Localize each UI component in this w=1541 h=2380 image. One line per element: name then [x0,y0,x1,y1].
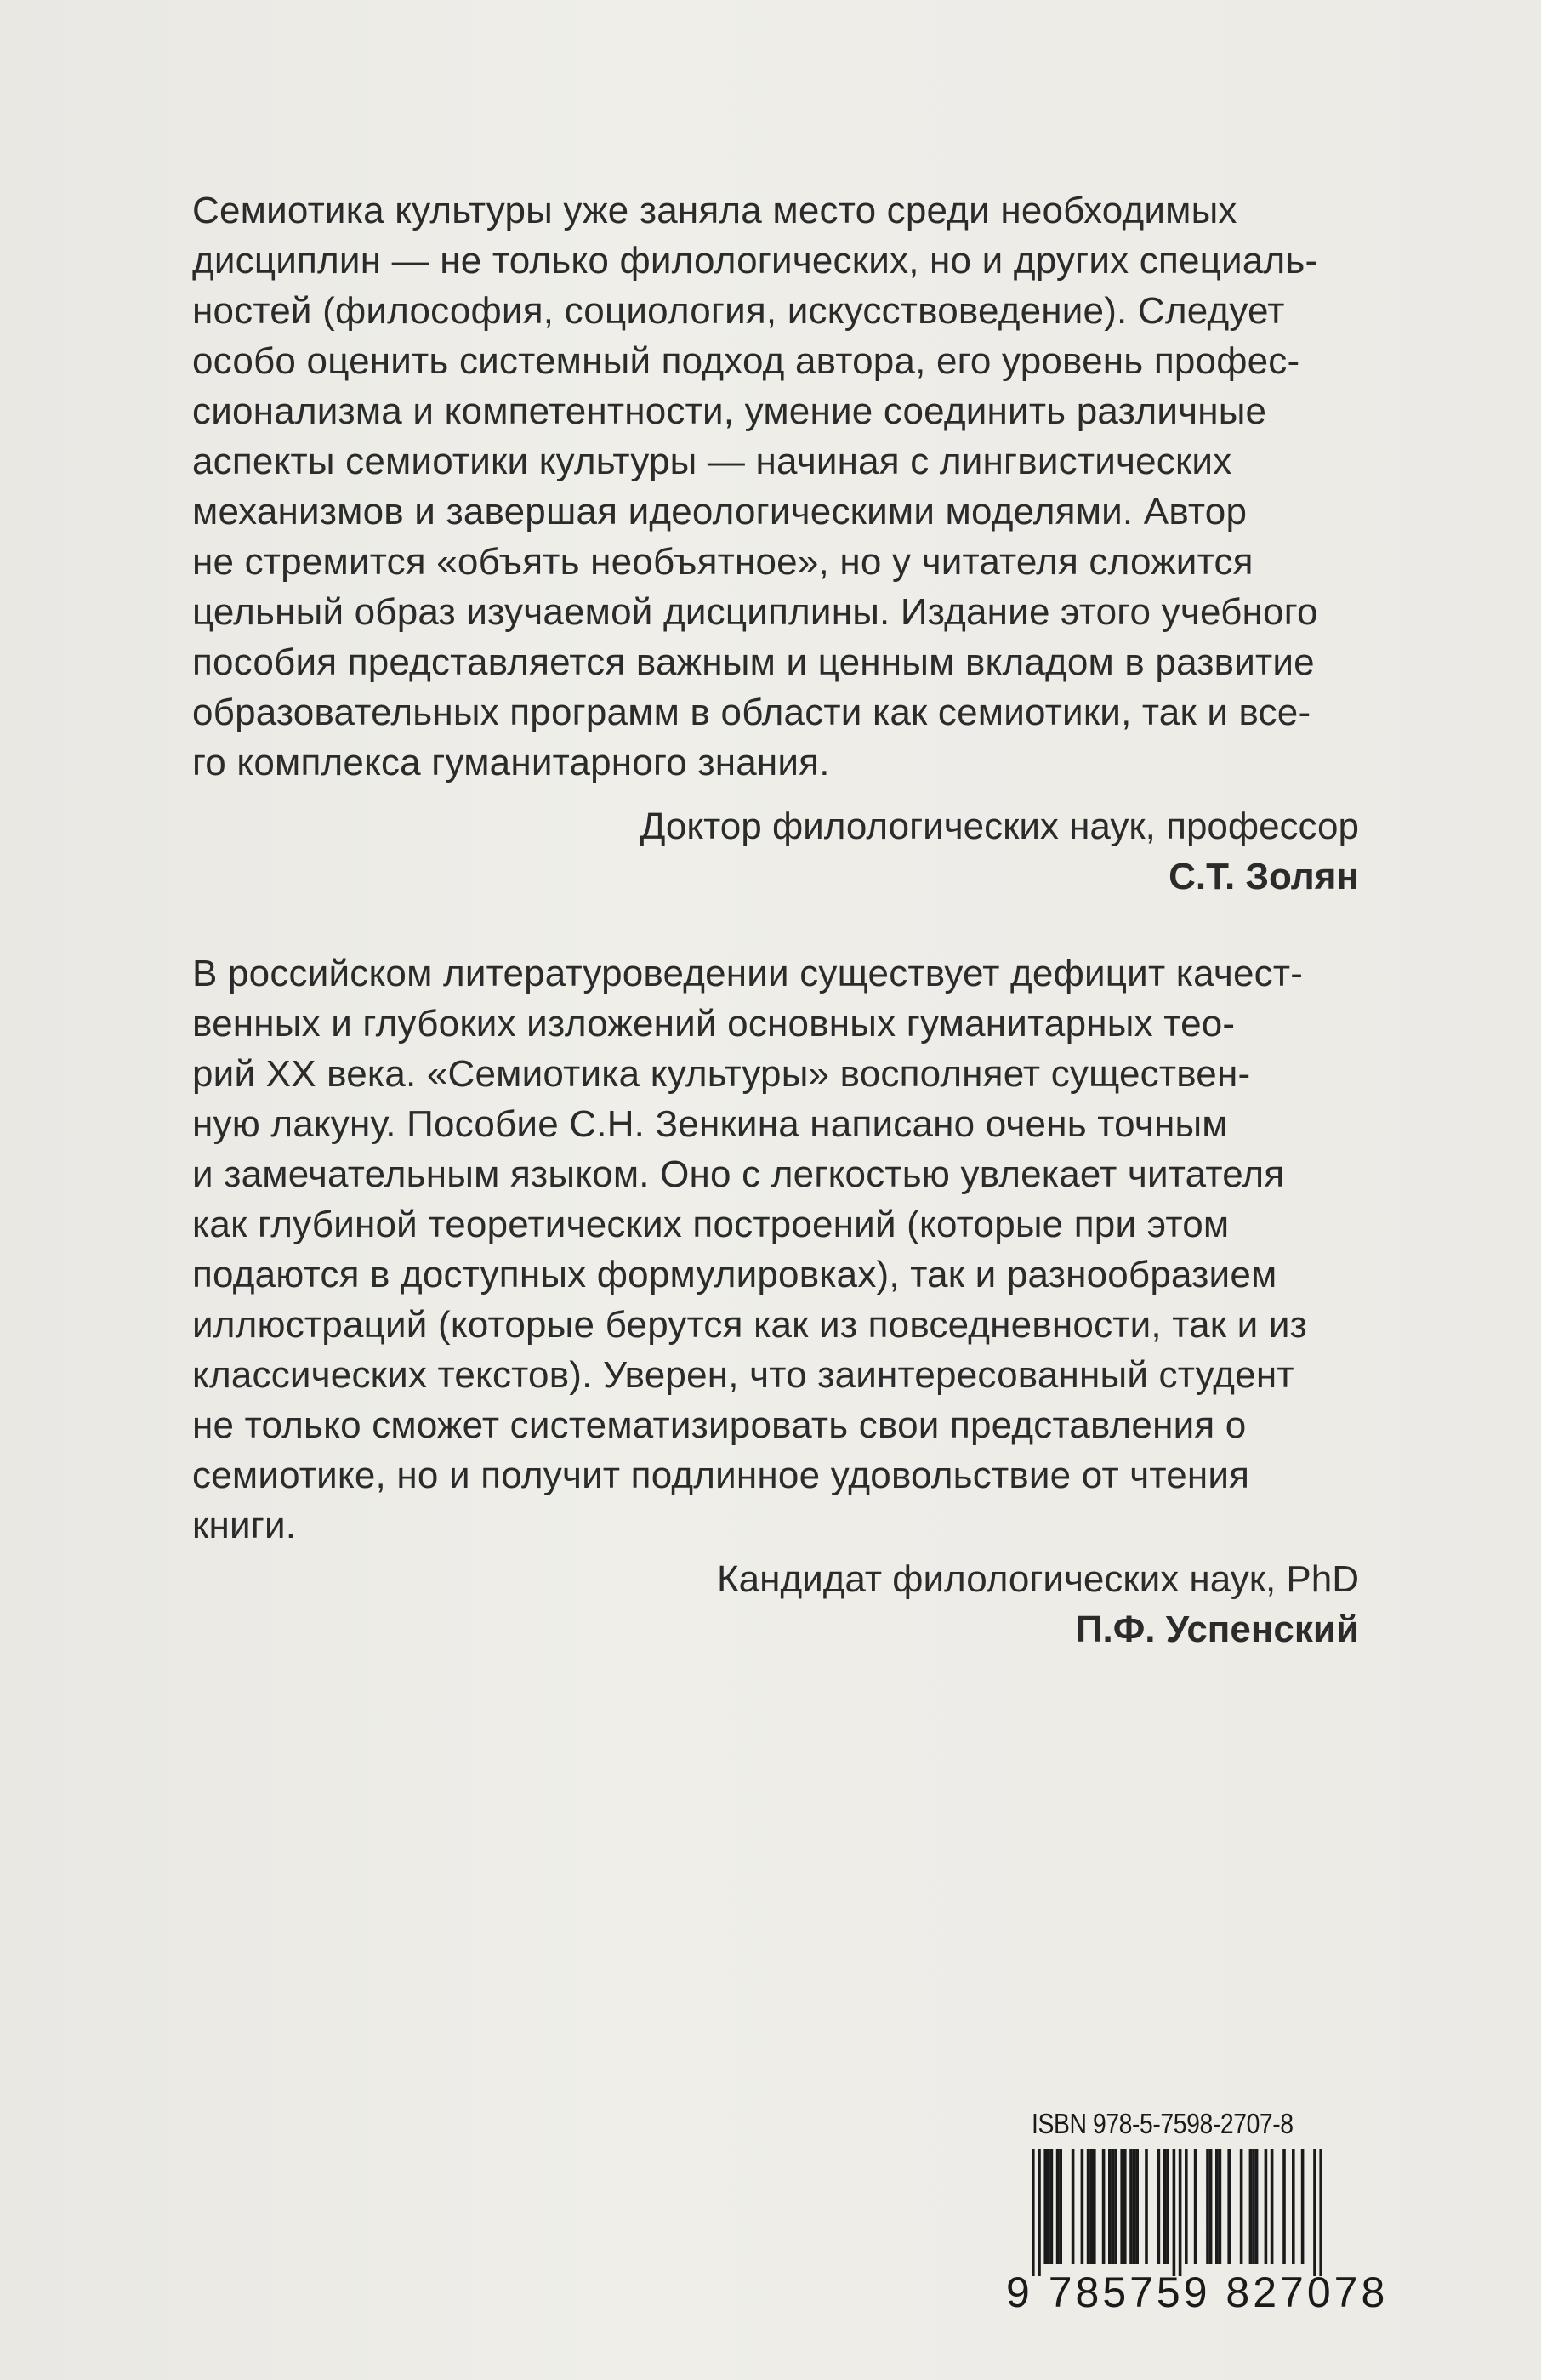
review-1-line: образовательных программ в области как семиотики, так и все- [192,692,1311,733]
barcode-bar [1093,2149,1096,2264]
barcode-bar [1166,2149,1169,2264]
barcode-bar [1292,2149,1295,2264]
barcode-bar [1157,2149,1161,2264]
barcode-guard-bar [1038,2149,1041,2276]
review-1-line: особо оценить системный подход автора, его уровень профес- [192,340,1300,382]
barcode-bar [1252,2149,1255,2264]
barcode-bar [1056,2149,1060,2264]
barcode-bar [1059,2149,1062,2264]
review-2-line: не только сможет систематизировать свои представления о [192,1404,1247,1446]
review-2-line: иллюстраций (которые берутся как из повседневности, так и из [192,1304,1308,1346]
barcode-bar [1043,2149,1047,2264]
review-1-line: не стремится «объять необъятное», но у читателя сложится [192,541,1254,583]
barcode-bar [1227,2149,1231,2264]
review-2-line: венных и глубоких изложений основных гуманитарных тео- [192,1003,1236,1045]
barcode-bar [1047,2149,1050,2264]
barcode-bar [1163,2149,1167,2264]
review-1-signature [640,801,1359,902]
barcode-bar [1087,2149,1090,2264]
barcode-guard-bar [1173,2149,1176,2276]
review-2-line: как глубиной теоретических построений (которые при этом [192,1204,1230,1245]
barcode-bar [1135,2149,1139,2264]
barcode-bar [1194,2149,1197,2264]
barcode-bar [1081,2149,1084,2264]
review-1-line: пособия представляется важным и ценным вкладом в развитие [192,641,1315,683]
barcode-bar [1219,2149,1222,2264]
reviewer-1-name: С.Т. Золян [1169,856,1359,897]
review-2-line: В российском литературоведении существует дефицит качест- [192,953,1304,994]
review-1-line: цельный образ изучаемой дисциплины. Издание этого учебного [192,591,1318,633]
barcode-bar [1209,2149,1213,2264]
barcode-guard-bar [1313,2149,1316,2276]
barcode-bar [1271,2149,1274,2264]
review-1-text [192,185,1366,788]
reviewer-2-role: Кандидат филологических наук, PhD [717,1558,1359,1600]
barcode-bar [1133,2149,1136,2264]
barcode-bar [1114,2149,1117,2264]
review-2-line: подаются в доступных формулировках), так и разнообразием [192,1254,1277,1295]
barcode-bar [1282,2149,1286,2264]
review-1-line: Семиотика культуры уже заняла место среди необходимых [192,190,1237,231]
barcode-bar [1215,2149,1219,2264]
review-1-line: ностей (философия, социология, искусствоведение). Следует [192,290,1285,332]
barcode-bar [1129,2149,1133,2264]
barcode-guard-bar [1319,2149,1322,2276]
review-2-line: классических текстов). Уверен, что заинтересованный студент [192,1354,1294,1396]
barcode-bar [1255,2149,1259,2264]
barcode-bar [1185,2149,1188,2264]
barcode-bar [1240,2149,1243,2264]
barcode-bar [1265,2149,1268,2264]
barcode-bar [1301,2149,1305,2264]
barcode-bar [1249,2149,1253,2264]
barcode-bar [1108,2149,1112,2264]
review-1-line: го комплекса гуманитарного знания. [192,742,830,783]
barcode-bar [1112,2149,1115,2264]
barcode-bar [1050,2149,1054,2264]
review-1-line: аспекты семиотики культуры — начиная с лингвистических [192,441,1232,482]
review-2-signature [717,1554,1359,1654]
barcode-bar [1089,2149,1093,2264]
barcode-guard-bar [1032,2149,1035,2276]
barcode-bar [1120,2149,1123,2264]
review-2-text [192,948,1366,1551]
barcode-bar [1145,2149,1148,2264]
review-2-line: книги. [192,1505,297,1546]
review-1-line: дисциплин — не только филологических, но и других специаль- [192,240,1318,282]
isbn-label: ISBN 978-5-7598-2707-8 [1032,2108,1294,2139]
barcode-guard-bar [1179,2149,1182,2276]
review-1-line: механизмов и завершая идеологическими моделями. Автор [192,491,1248,532]
reviewer-2-name: П.Ф. Успенский [1075,1608,1359,1650]
review-2-line: семиотике, но и получит подлинное удовольствие от чтения [192,1455,1250,1496]
review-2-line: и замечательным языком. Оно с легкостью увлекает читателя [192,1153,1285,1195]
ean-digits: 9 785759 827078 [1006,2269,1389,2316]
barcode-bar [1123,2149,1127,2264]
barcode-bar [1102,2149,1106,2264]
barcode-bar [1072,2149,1075,2264]
isbn-barcode [1006,2108,1389,2327]
review-2-line: рий XX века. «Семиотика культуры» восполняет существен- [192,1053,1251,1095]
review-2-line: ную лакуну. Пособие С.Н. Зенкина написано очень точным [192,1103,1228,1145]
reviewer-1-role: Доктор филологических наук, профессор [640,806,1359,847]
review-1-line: сионализма и компетентности, умение соединить различные [192,390,1267,432]
barcode-bar [1206,2149,1209,2264]
barcode-bars [1006,2149,1353,2276]
